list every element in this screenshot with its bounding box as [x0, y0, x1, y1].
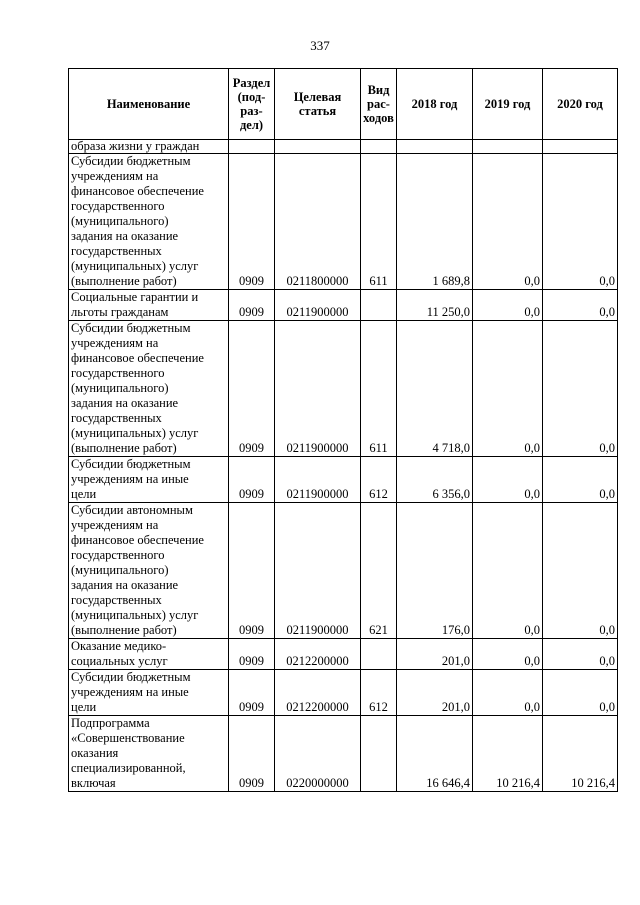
header-kind: Вид рас- ходов — [361, 69, 397, 140]
row-2018 — [397, 140, 473, 154]
table-row — [69, 290, 618, 321]
row-name: Оказание медико- социальных услуг — [69, 639, 229, 670]
row-kind: 612 — [361, 670, 397, 716]
row-kind — [361, 290, 397, 321]
row-section: 0909 — [229, 503, 275, 639]
table-row — [69, 457, 618, 503]
row-target: 0211900000 — [275, 290, 361, 321]
row-section: 0909 — [229, 154, 275, 290]
row-section: 0909 — [229, 290, 275, 321]
row-section: 0909 — [229, 670, 275, 716]
row-2019: 0,0 — [473, 321, 543, 457]
row-kind — [361, 716, 397, 792]
table-row — [69, 321, 618, 457]
row-2020: 0,0 — [543, 154, 618, 290]
row-target: 0212200000 — [275, 639, 361, 670]
row-2020: 0,0 — [543, 639, 618, 670]
row-2019: 0,0 — [473, 670, 543, 716]
row-target: 0211900000 — [275, 321, 361, 457]
row-name: Подпрограмма «Совершенствование оказания специализированной, включая — [69, 716, 229, 792]
row-target: 0211800000 — [275, 154, 361, 290]
row-kind — [361, 639, 397, 670]
row-2018: 16 646,4 — [397, 716, 473, 792]
row-2020: 0,0 — [543, 321, 618, 457]
row-2019 — [473, 140, 543, 154]
header-2020: 2020 год — [543, 69, 618, 140]
row-name: Субсидии автономным учреждениям на финансовое обеспечение государственного (муниципального) задания на оказание государственных (муниципальных) услуг (выполнение работ) — [69, 503, 229, 639]
header-target: Целевая статья — [275, 69, 361, 140]
table-row — [69, 503, 618, 639]
row-target — [275, 140, 361, 154]
row-name: образа жизни у граждан — [69, 140, 229, 154]
row-name: Социальные гарантии и льготы гражданам — [69, 290, 229, 321]
row-2018: 1 689,8 — [397, 154, 473, 290]
row-2018: 201,0 — [397, 670, 473, 716]
table-row — [69, 140, 618, 154]
row-2018: 4 718,0 — [397, 321, 473, 457]
table-row — [69, 716, 618, 792]
row-2020: 0,0 — [543, 670, 618, 716]
row-2018: 6 356,0 — [397, 457, 473, 503]
row-target: 0212200000 — [275, 670, 361, 716]
table-row — [69, 670, 618, 716]
row-section — [229, 140, 275, 154]
row-2019: 0,0 — [473, 503, 543, 639]
row-name: Субсидии бюджетным учреждениям на финансовое обеспечение государственного (муниципального) задания на оказание государственных (муниципальных) услуг (выполнение работ) — [69, 321, 229, 457]
row-kind: 621 — [361, 503, 397, 639]
row-2020 — [543, 140, 618, 154]
row-2020: 10 216,4 — [543, 716, 618, 792]
budget-table — [68, 68, 618, 792]
row-2020: 0,0 — [543, 457, 618, 503]
header-name: Наименование — [69, 69, 229, 140]
header-section: Раздел (под- раз- дел) — [229, 69, 275, 140]
row-2019: 0,0 — [473, 154, 543, 290]
row-section: 0909 — [229, 639, 275, 670]
row-kind: 611 — [361, 321, 397, 457]
row-kind: 612 — [361, 457, 397, 503]
row-2020: 0,0 — [543, 290, 618, 321]
row-2020: 0,0 — [543, 503, 618, 639]
table-row — [69, 154, 618, 290]
row-target: 0211900000 — [275, 503, 361, 639]
row-2018: 11 250,0 — [397, 290, 473, 321]
row-section: 0909 — [229, 457, 275, 503]
row-section: 0909 — [229, 716, 275, 792]
row-2018: 176,0 — [397, 503, 473, 639]
row-kind — [361, 140, 397, 154]
row-2019: 10 216,4 — [473, 716, 543, 792]
table-row — [69, 639, 618, 670]
row-section: 0909 — [229, 321, 275, 457]
row-2018: 201,0 — [397, 639, 473, 670]
header-2019: 2019 год — [473, 69, 543, 140]
row-target: 0211900000 — [275, 457, 361, 503]
row-2019: 0,0 — [473, 639, 543, 670]
row-2019: 0,0 — [473, 457, 543, 503]
row-target: 0220000000 — [275, 716, 361, 792]
table-header-row — [69, 69, 618, 140]
row-name: Субсидии бюджетным учреждениям на финансовое обеспечение государственного (муниципального) задания на оказание государственных (муниципальных) услуг (выполнение работ) — [69, 154, 229, 290]
row-name: Субсидии бюджетным учреждениям на иные цели — [69, 670, 229, 716]
page-number: 337 — [310, 38, 330, 53]
header-2018: 2018 год — [397, 69, 473, 140]
row-kind: 611 — [361, 154, 397, 290]
row-name: Субсидии бюджетным учреждениям на иные цели — [69, 457, 229, 503]
row-2019: 0,0 — [473, 290, 543, 321]
